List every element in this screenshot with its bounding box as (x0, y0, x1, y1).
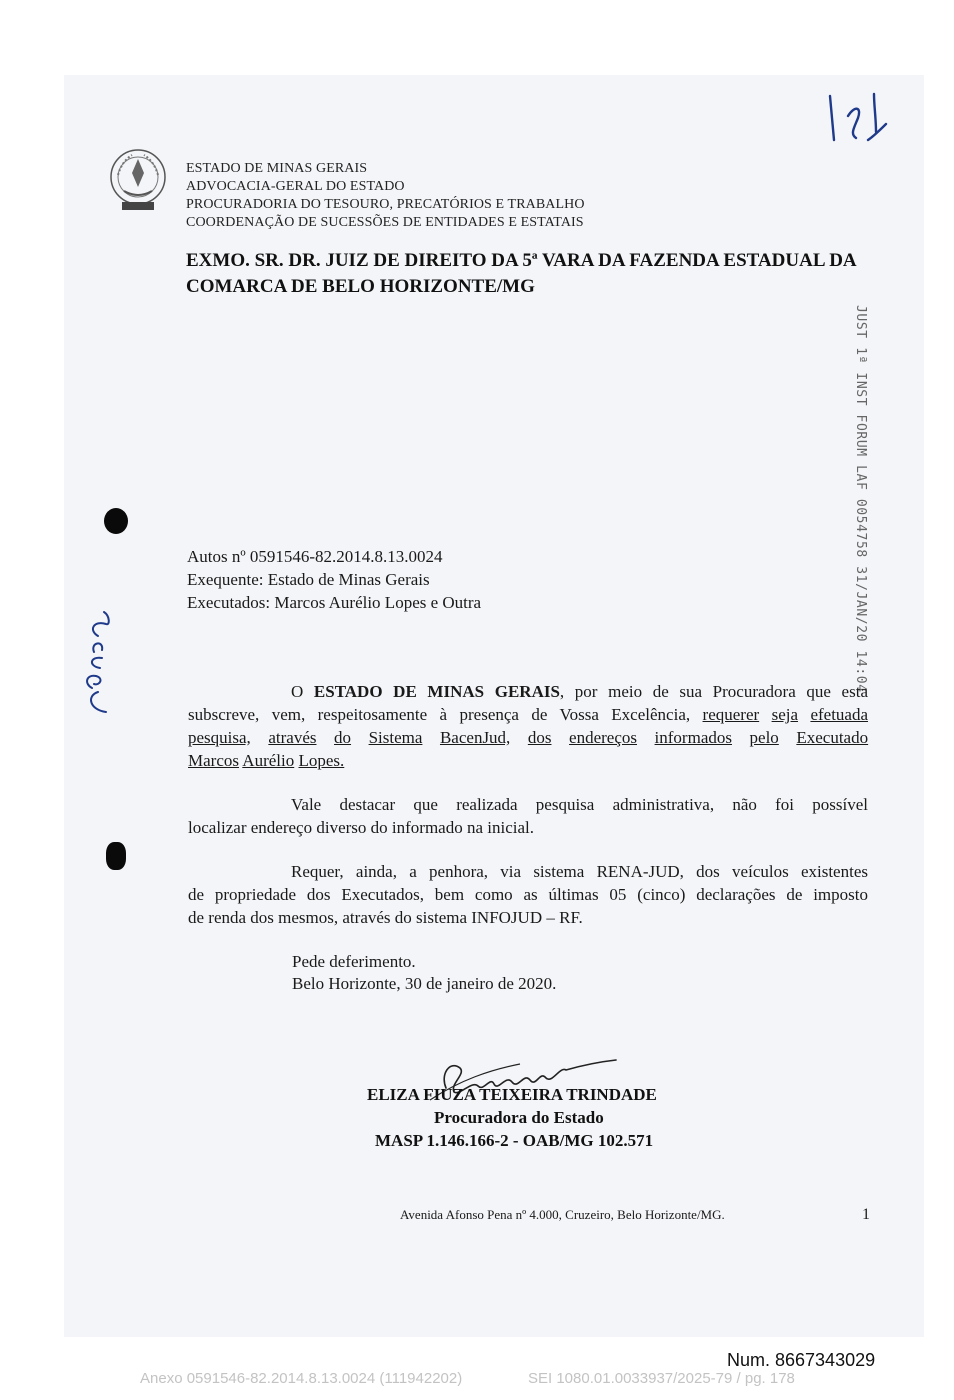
paragraph-research: Vale destacar que realizada pesquisa administrativa, não foi possível localizar endereço diverso do informado na inicial. (188, 795, 868, 837)
header-agency: ADVOCACIA-GERAL DO ESTADO (186, 179, 405, 194)
addressee-line2: COMARCA DE BELO HORIZONTE/MG (186, 276, 535, 297)
paragraph-request-line3: pesquisa, através do Sistema BacenJud, dos endereços informados pelo Executado (188, 728, 869, 747)
header-procuradoria: PROCURADORIA DO TESOURO, PRECATÓRIOS E TRABALHO (186, 197, 585, 212)
addressee-line1: EXMO. SR. DR. JUIZ DE DIREITO DA 5ª VARA DA FAZENDA ESTADUAL DA (186, 250, 857, 271)
handwritten-page-mark (818, 88, 898, 148)
paragraph-request-line1: O ESTADO DE MINAS GERAIS, por meio de sua Procuradora que esta (291, 682, 868, 701)
paragraph-request (188, 680, 868, 772)
signer-name: ELIZA FIUZA TEIXEIRA TRINDADE (367, 1085, 657, 1104)
case-executados: Executados: Marcos Aurélio Lopes e Outra (187, 593, 482, 612)
signer-role: Procuradora do Estado (434, 1108, 604, 1127)
punch-hole-mark (106, 842, 126, 870)
case-exequente: Exequente: Estado de Minas Gerais (187, 570, 430, 589)
state-seal-icon (108, 147, 168, 215)
header-state: ESTADO DE MINAS GERAIS (186, 161, 368, 176)
header-coordenacao: COORDENAÇÃO DE SUCESSÕES DE ENTIDADES E ESTATAIS (186, 215, 584, 230)
document-number: Num. 8667343029 (727, 1350, 876, 1370)
footer-address: Avenida Afonso Pena nº 4.000, Cruzeiro, Belo Horizonte/MG. (400, 1207, 725, 1222)
protocol-stamp (846, 305, 868, 693)
protocol-stamp-text: JUST 1ª INST FORUM LAF 0054758 31/JAN/20 14:04 (853, 305, 868, 693)
paragraph-penhora: Requer, ainda, a penhora, via sistema RENA-JUD, dos veículos existentes de propriedade dos Executados, bem como as últimas 05 (cinco) declarações de imposto de renda dos mesmos, através do sistema INFOJUD – RF. (188, 862, 868, 927)
addressee (186, 248, 876, 300)
case-number: Autos nº 0591546-82.2014.8.13.0024 (187, 547, 443, 566)
page-number: 1 (862, 1206, 870, 1223)
signer-registration: MASP 1.146.166-2 - OAB/MG 102.571 (375, 1131, 654, 1150)
closing-date: Belo Horizonte, 30 de janeiro de 2020. (292, 974, 557, 993)
paragraph-request-line2: subscreve, vem, respeitosamente à presença de Vossa Excelência, requerer seja efetuada (188, 705, 869, 724)
paragraph-request-line4: Marcos Aurélio Lopes. (188, 751, 345, 770)
sei-reference: SEI 1080.01.0033937/2025-79 / pg. 178 (528, 1370, 795, 1387)
closing-request: Pede deferimento. (292, 952, 416, 971)
annex-reference: Anexo 0591546-82.2014.8.13.0024 (111942202) (140, 1370, 463, 1387)
handwritten-margin-note (70, 600, 130, 720)
punch-hole-mark (104, 508, 128, 534)
